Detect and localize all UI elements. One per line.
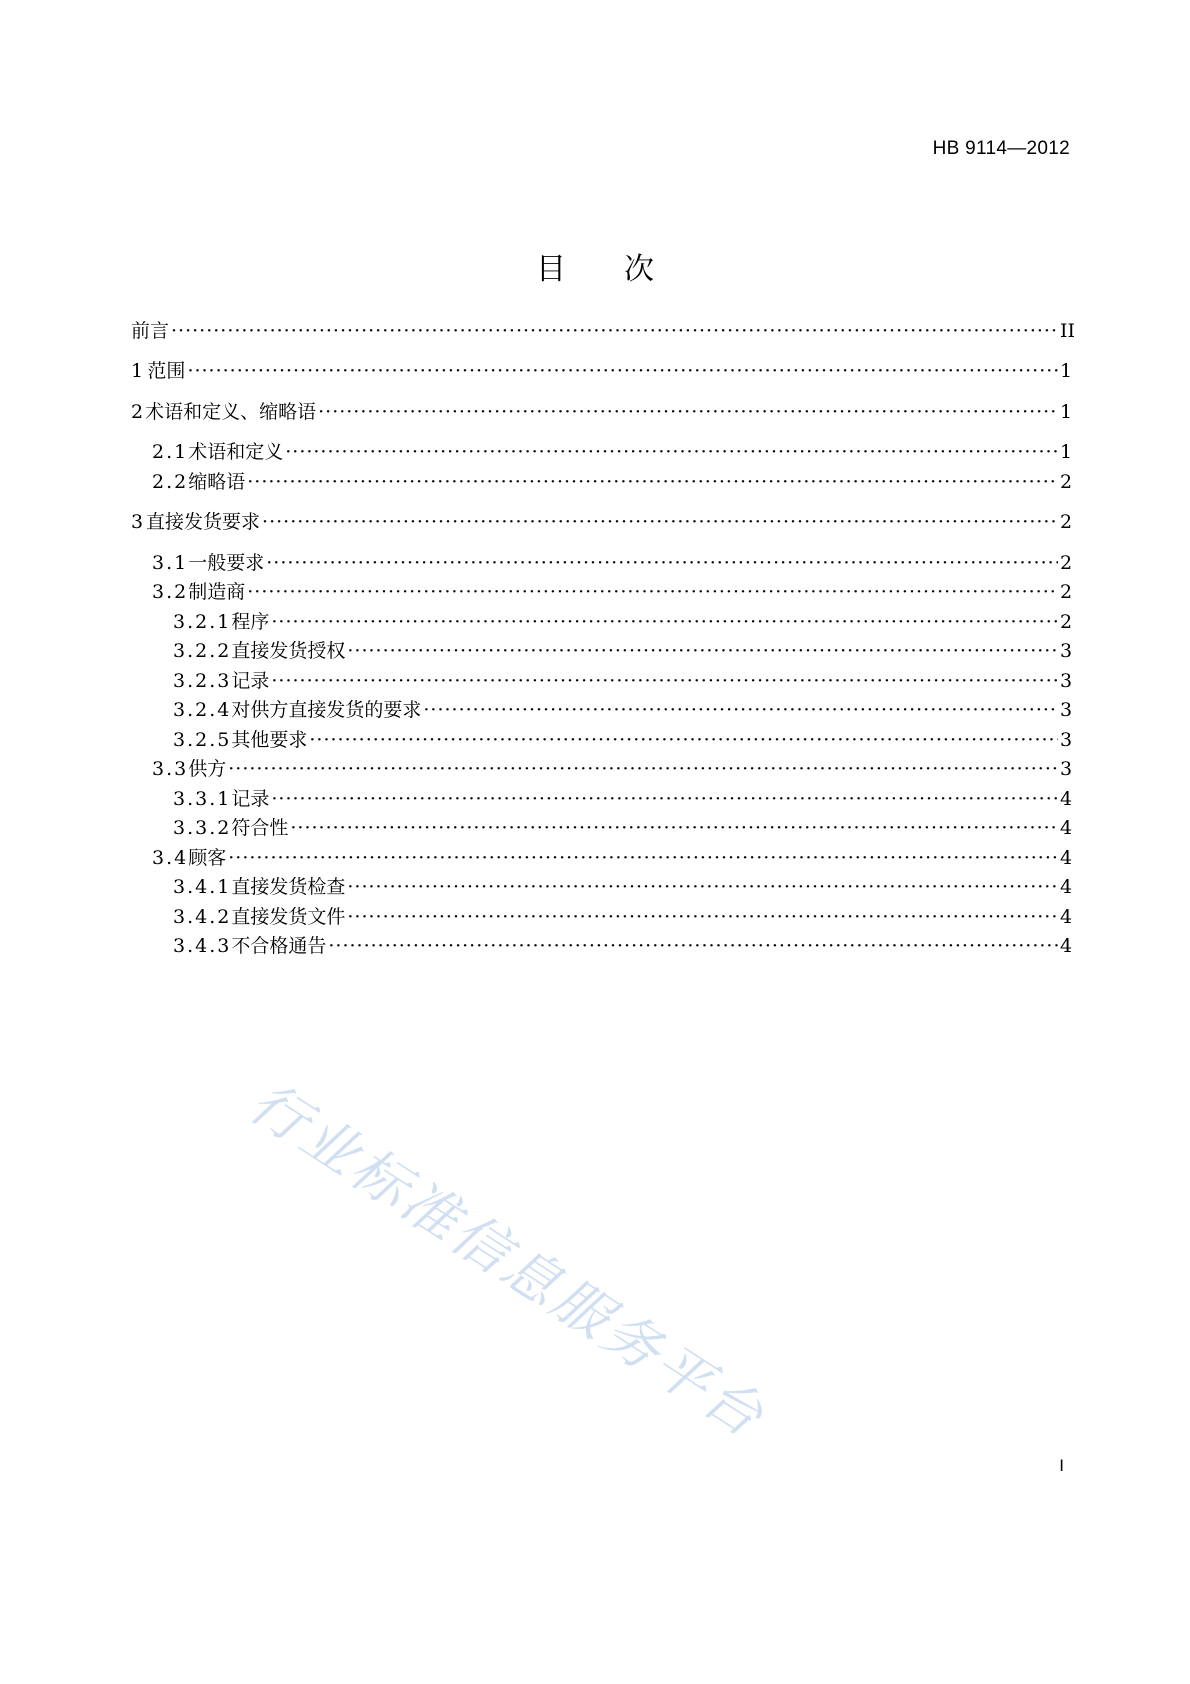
toc-dot-leader (228, 845, 1058, 871)
toc-entry[interactable] (173, 933, 1073, 959)
toc-entry-page: 4 (1060, 817, 1073, 839)
toc-entry[interactable] (131, 509, 1073, 535)
toc-entry[interactable] (152, 550, 1073, 576)
toc-entry-title: 记录 (231, 670, 270, 692)
toc-entry[interactable] (152, 579, 1073, 605)
toc-dot-leader (347, 904, 1058, 930)
toc-entry-page: 4 (1060, 876, 1073, 898)
toc-entry-title: 顾客 (188, 847, 227, 869)
toc-dot-leader (187, 358, 1058, 384)
toc-entry-page: 2 (1060, 511, 1073, 533)
toc-entry-page: 1 (1060, 401, 1073, 423)
toc-entry-page: 2 (1060, 581, 1073, 603)
toc-dot-leader (247, 579, 1058, 605)
toc-entry-title: 对供方直接发货的要求 (231, 699, 422, 721)
toc-entry-page: 1 (1060, 360, 1073, 382)
toc-entry-page: 4 (1060, 935, 1073, 957)
toc-entry-number: 2.1 (152, 441, 189, 463)
toc-entry[interactable] (173, 786, 1073, 812)
toc-entry-title: 直接发货文件 (231, 906, 346, 928)
toc-dot-leader (347, 638, 1058, 664)
toc-dot-leader (285, 439, 1058, 465)
toc-entry-number: 3.1 (152, 552, 189, 574)
toc-dot-leader (262, 509, 1058, 535)
toc-entry-number: 3.2.5 (173, 729, 232, 751)
toc-entry-number: 3.4 (152, 847, 189, 869)
toc-entry-title: 供方 (188, 758, 227, 780)
toc-dot-leader (318, 399, 1058, 425)
toc-entry-number: 1 (131, 360, 146, 382)
toc-entry[interactable] (173, 697, 1073, 723)
toc-dot-leader (271, 609, 1058, 635)
toc-entry-number: 3.3 (152, 758, 189, 780)
toc-entry-page: II (1060, 320, 1076, 342)
toc-entry-title: 直接发货授权 (231, 640, 346, 662)
toc-entry-number: 3.2.4 (173, 699, 232, 721)
toc-entry[interactable] (131, 399, 1073, 425)
toc-entry[interactable] (173, 874, 1073, 900)
toc-entry-title: 术语和定义 (188, 441, 284, 463)
toc-entry-page: 2 (1060, 471, 1073, 493)
toc-entry-page: 4 (1060, 906, 1073, 928)
toc-entry-page: 1 (1060, 441, 1073, 463)
toc-entry-page: 2 (1060, 611, 1073, 633)
toc-dot-leader (228, 756, 1058, 782)
toc-dot-leader (328, 933, 1058, 959)
toc-entry[interactable] (173, 904, 1073, 930)
toc-entry-number: 2 (131, 401, 146, 423)
toc-entry[interactable] (173, 668, 1073, 694)
toc-entry[interactable] (173, 727, 1073, 753)
toc-entry-title: 制造商 (188, 581, 246, 603)
toc-entry-number: 3.2 (152, 581, 189, 603)
toc-entry[interactable] (131, 358, 1073, 384)
toc-dot-leader (266, 550, 1058, 576)
toc-entry-number: 3.3.1 (173, 788, 232, 810)
toc-entry[interactable] (152, 439, 1073, 465)
toc-entry-title: 其他要求 (231, 729, 308, 751)
toc-entry-title: 一般要求 (188, 552, 265, 574)
toc-entry[interactable] (173, 609, 1073, 635)
page-number: I (1059, 1456, 1064, 1475)
toc-dot-leader (347, 874, 1058, 900)
toc-dot-leader (271, 668, 1058, 694)
toc-entry-page: 3 (1060, 670, 1073, 692)
watermark: 行业标准信息服务平台 (238, 1070, 777, 1452)
toc-entry-title: 不合格通告 (231, 935, 327, 957)
toc-entry-page: 4 (1060, 847, 1073, 869)
toc-entry-page: 3 (1060, 640, 1073, 662)
toc-entry-number: 3 (131, 511, 146, 533)
toc-entry-page: 3 (1060, 699, 1073, 721)
toc-entry-page: 3 (1060, 729, 1073, 751)
toc-dot-leader (290, 815, 1058, 841)
toc-entry[interactable] (173, 638, 1073, 664)
toc-dot-leader (309, 727, 1058, 753)
toc-dot-leader (247, 469, 1058, 495)
toc-dot-leader (271, 786, 1058, 812)
toc-entry[interactable] (152, 845, 1073, 871)
toc-entry-title: 直接发货检查 (231, 876, 346, 898)
toc-entry[interactable] (152, 756, 1073, 782)
toc-entry-title: 术语和定义、缩略语 (145, 401, 317, 423)
toc-entry-title: 直接发货要求 (146, 511, 261, 533)
toc-dot-leader (171, 318, 1058, 344)
page-title: 目次 (536, 252, 712, 287)
toc-entry-number: 3.2.2 (173, 640, 232, 662)
toc-entry[interactable] (173, 815, 1073, 841)
toc-entry[interactable] (152, 469, 1073, 495)
toc-entry-page: 2 (1060, 552, 1073, 574)
toc-entry-title: 记录 (231, 788, 270, 810)
toc-entry-number: 3.4.1 (173, 876, 232, 898)
toc-entry-number: 3.4.2 (173, 906, 232, 928)
toc-entry-number: 3.2.3 (173, 670, 232, 692)
toc-entry-title: 缩略语 (188, 471, 246, 493)
toc-entry-title: 符合性 (231, 817, 289, 839)
toc-entry-number: 3.2.1 (173, 611, 232, 633)
standard-code: HB 9114—2012 (932, 138, 1070, 159)
toc-entry-title: 程序 (231, 611, 270, 633)
toc-entry-title: 范围 (147, 360, 186, 382)
toc-entry-number: 2.2 (152, 471, 189, 493)
toc-entry-page: 3 (1060, 758, 1073, 780)
toc-entry-page: 4 (1060, 788, 1073, 810)
toc-entry-number: 3.4.3 (173, 935, 232, 957)
toc-entry-title: 前言 (131, 320, 170, 342)
toc-dot-leader (423, 697, 1058, 723)
toc-entry-number: 3.3.2 (173, 817, 232, 839)
toc-entry[interactable] (131, 318, 1076, 344)
